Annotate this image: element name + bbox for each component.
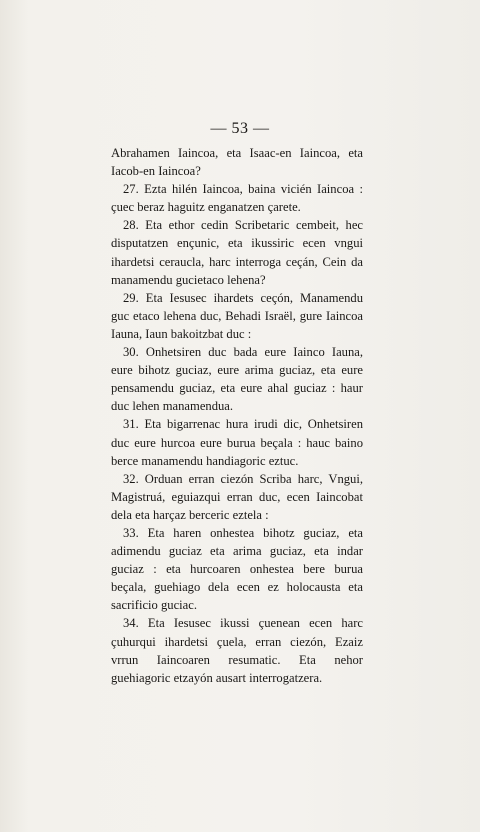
verse-paragraph: 34. Eta Iesusec ikussi çuenean ecen harc çuhurqui ihardetsi çuela, erran ciezón, Ezaiz vrrun Iaincoaren resumatic. Eta nehor guehiagoric etzayón ausart interrogatzera.	[111, 616, 363, 685]
verse-paragraph: 29. Eta Iesusec ihardets ceçón, Manamendu guc etaco lehena duc, Behadi Israël, gure Iaincoa Iauna, Iaun bakoitzbat duc :	[111, 290, 363, 341]
verse-paragraph: Abrahamen Iaincoa, eta Isaac-en Iaincoa, eta Iacob-en Iaincoa?	[111, 146, 363, 179]
page-number: — 53 —	[210, 120, 270, 137]
verse-paragraph: 28. Eta ethor cedin Scribetaric cembeit, hec disputatzen ençunic, eta ikussiric ecen vngui ihardetsi ceraucla, harc interroga ceçán, Cein da manamendu gucietaco lehena?	[111, 218, 363, 287]
body-text	[111, 144, 363, 687]
verse-paragraph: 33. Eta haren onhestea bihotz guciaz, eta adimendu guciaz eta arima guciaz, eta indar guciaz : eta hurcoaren onhestea bere burua beçala, guehiago dela ecen ez holocausta eta sacrificio guciac.	[111, 525, 363, 613]
verse-paragraph: 27. Ezta hilén Iaincoa, baina vicién Iaincoa : çuec beraz haguitz enganatzen çarete.	[111, 182, 363, 215]
verse-paragraph: 32. Orduan erran ciezón Scriba harc, Vngui, Magistruá, eguiazqui erran duc, ecen Iaincobat dela eta harçaz berceric eztela :	[111, 471, 363, 522]
verse-paragraph: 31. Eta bigarrenac hura irudi dic, Onhetsiren duc eure hurcoa eure burua beçala : hauc baino berce manamendu handiagoric eztuc.	[111, 417, 363, 468]
verse-paragraph: 30. Onhetsiren duc bada eure Iainco Iauna, eure bihotz guciaz, eure arima guciaz, eta eure pensamendu guciaz, eta eure ahal guciaz : haur duc lehen manamendua.	[111, 345, 363, 414]
